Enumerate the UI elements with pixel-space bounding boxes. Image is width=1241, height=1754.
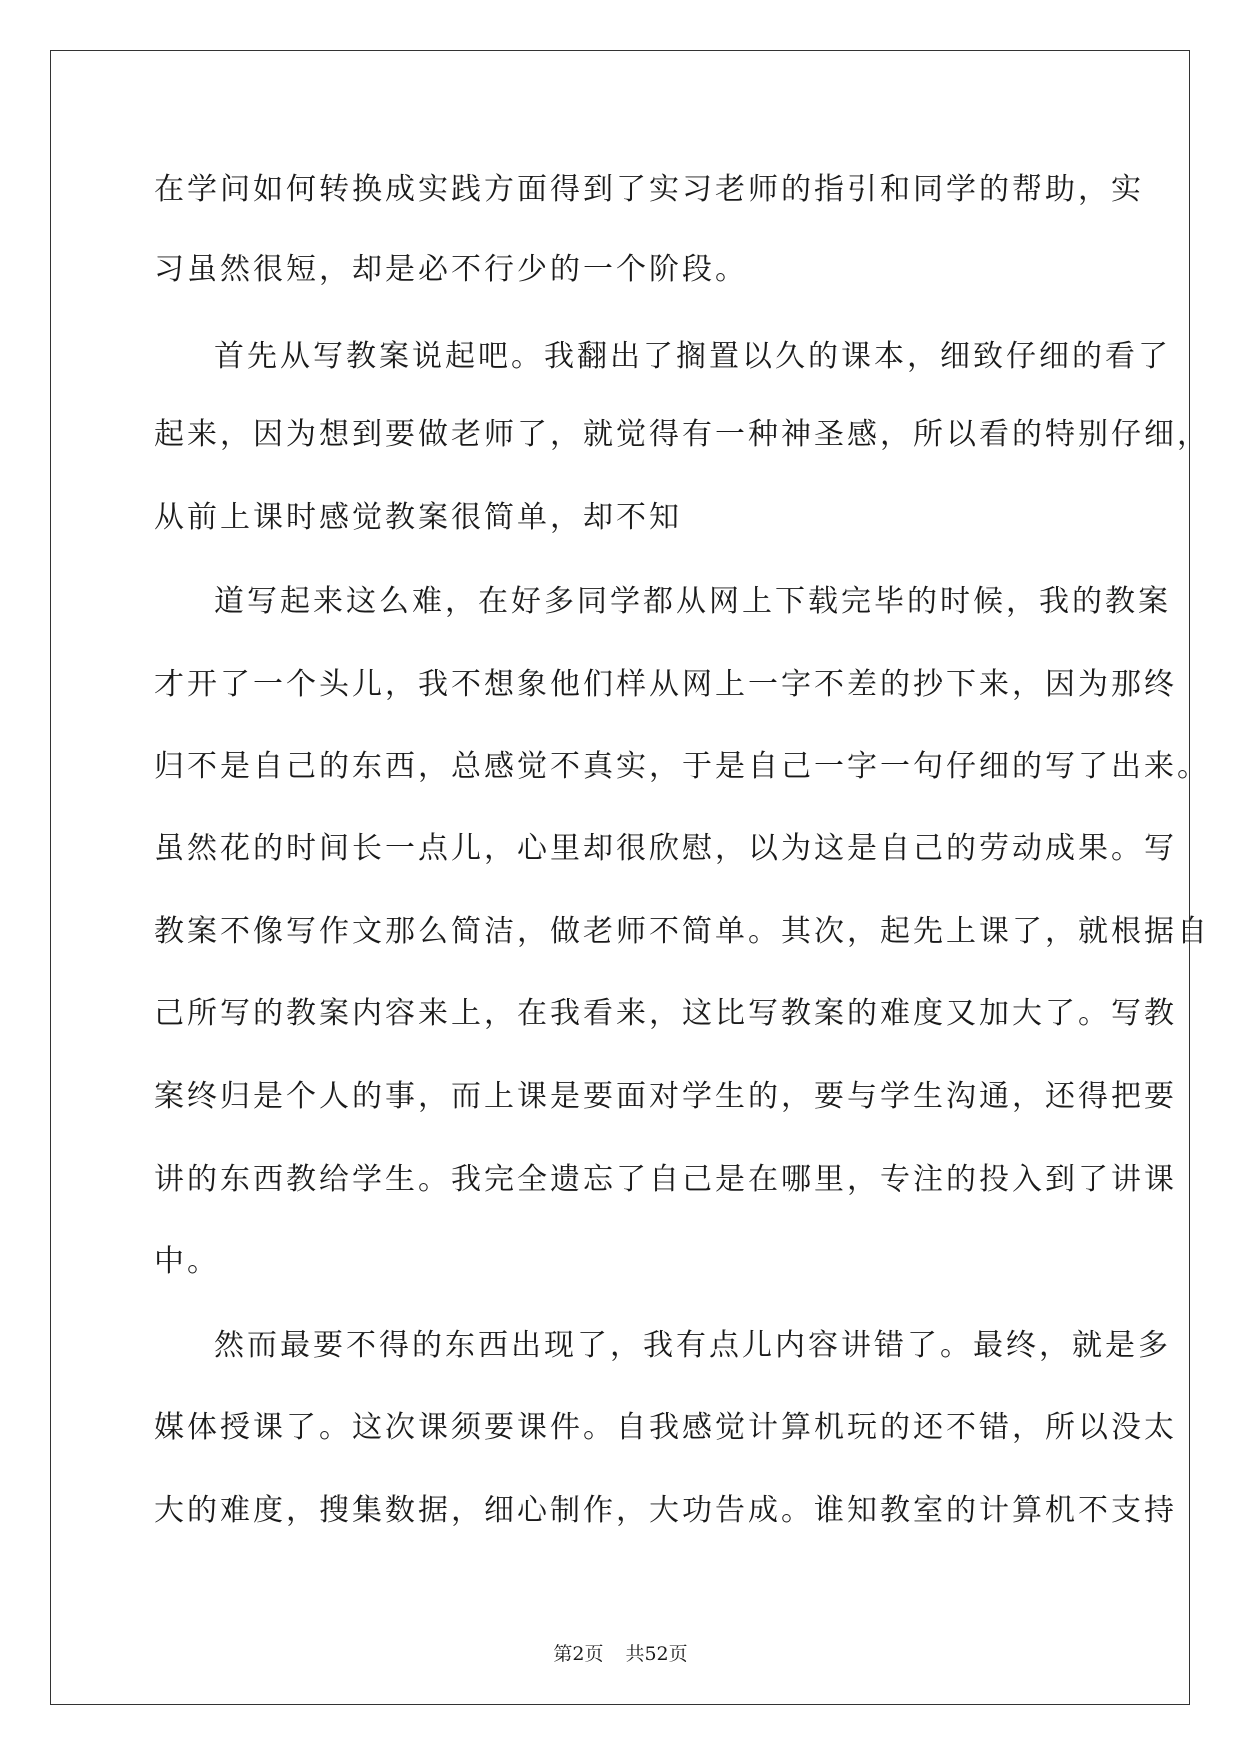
text-line: 在学问如何转换成实践方面得到了实习老师的指引和同学的帮助，实	[154, 172, 1144, 207]
paragraph-start-line: 道写起来这么难，在好多同学都从网上下载完毕的时候，我的教案	[214, 584, 1171, 619]
text-line: 大的难度，搜集数据，细心制作，大功告成。谁知教室的计算机不支持	[154, 1493, 1177, 1528]
text-line: 归不是自己的东西，总感觉不真实，于是自己一字一句仔细的写了出来。	[154, 749, 1210, 784]
page-number-current: 第2页	[553, 1643, 604, 1665]
text-line: 起来，因为想到要做老师了，就觉得有一种神圣感，所以看的特别仔细，	[154, 417, 1210, 452]
text-line: 从前上课时感觉教案很简单，却不知	[154, 500, 682, 535]
page-number-total: 共52页	[625, 1643, 688, 1665]
page-border	[50, 50, 1190, 1705]
text-line: 案终归是个人的事，而上课是要面对学生的，要与学生沟通，还得把要	[154, 1079, 1177, 1114]
text-line: 媒体授课了。这次课须要课件。自我感觉计算机玩的还不错，所以没太	[154, 1410, 1177, 1445]
text-line: 己所写的教案内容来上，在我看来，这比写教案的难度又加大了。写教	[154, 996, 1177, 1031]
paragraph-start-line: 然而最要不得的东西出现了，我有点儿内容讲错了。最终，就是多	[214, 1328, 1171, 1363]
paragraph-start-line: 首先从写教案说起吧。我翻出了搁置以久的课本，细致仔细的看了	[214, 339, 1171, 374]
text-line: 才开了一个头儿，我不想象他们样从网上一字不差的抄下来，因为那终	[154, 667, 1177, 702]
text-line: 中。	[154, 1244, 220, 1279]
text-line: 教案不像写作文那么简洁，做老师不简单。其次，起先上课了，就根据自	[154, 914, 1210, 949]
page-footer	[0, 1642, 1241, 1666]
text-line: 讲的东西教给学生。我完全遗忘了自己是在哪里，专注的投入到了讲课	[154, 1162, 1177, 1197]
text-line: 虽然花的时间长一点儿，心里却很欣慰，以为这是自己的劳动成果。写	[154, 831, 1177, 866]
text-line: 习虽然很短，却是必不行少的一个阶段。	[154, 252, 748, 287]
